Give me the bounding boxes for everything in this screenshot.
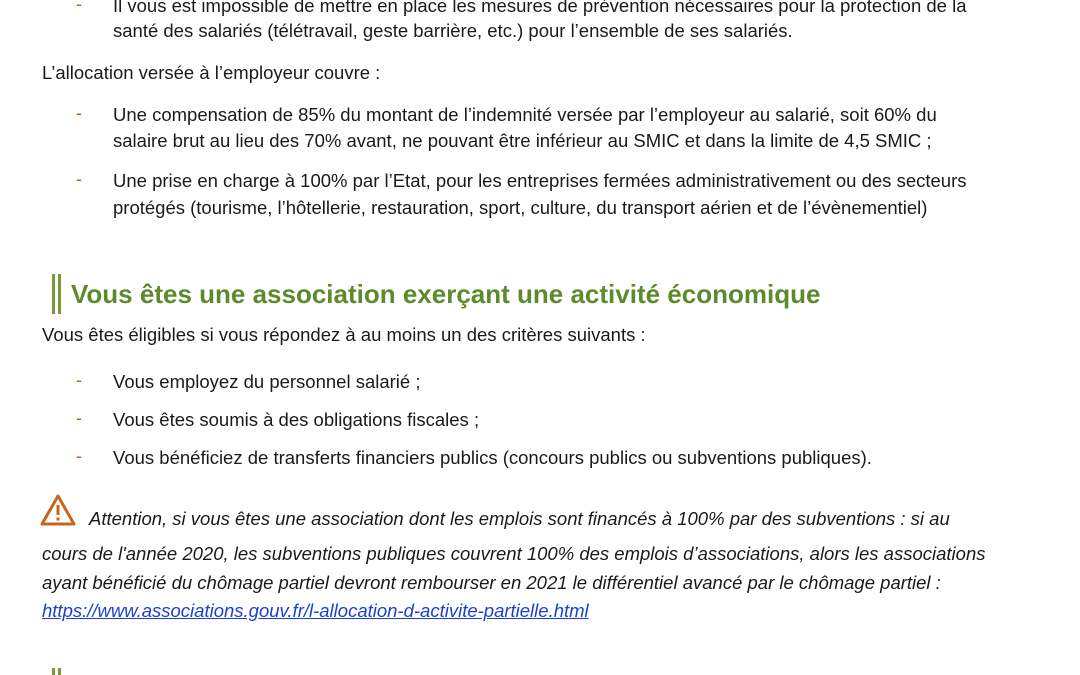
allocation-item-1-line-2: salaire brut au lieu des 70% avant, ne pouvant être inférieur au SMIC et dans la limite de 4,5 SMIC ; xyxy=(113,130,932,151)
allocation-item-1-line-1: Une compensation de 85% du montant de l’indemnité versée par l’employeur au salarié, soit 60% du xyxy=(113,104,937,125)
bullet-dash: - xyxy=(76,408,82,428)
bullet-dash: - xyxy=(76,103,82,123)
next-heading-bar-decoration xyxy=(52,668,61,675)
warning-triangle-icon xyxy=(40,494,76,526)
criterion-2: Vous êtes soumis à des obligations fiscales ; xyxy=(113,409,480,430)
bullet-dash: - xyxy=(76,0,82,14)
section-heading-text: Vous êtes une association exerçant une activité économique xyxy=(71,278,821,309)
criterion-3: Vous bénéficiez de transferts financiers publics (concours publics ou subventions publiques). xyxy=(113,447,872,468)
allocation-intro: L’allocation versée à l’employeur couvre : xyxy=(42,62,381,83)
top-item-line-2: santé des salariés (télétravail, geste barrière, etc.) pour l’ensemble de ses salariés. xyxy=(113,20,793,41)
associations-gouv-link[interactable]: https://www.associations.gouv.fr/l-allocation-d-activite-partielle.html xyxy=(42,600,589,621)
section-heading xyxy=(52,274,820,314)
criterion-1: Vous employez du personnel salarié ; xyxy=(113,371,421,392)
allocation-item-2-line-2: protégés (tourisme, l’hôtellerie, restauration, sport, culture, du transport aérien et de l’évènementiel) xyxy=(113,197,928,218)
top-item-line-1: Il vous est impossible de mettre en place les mesures de prévention nécessaires pour la protection de la xyxy=(113,0,967,16)
warning-line-2: cours de l'année 2020, les subventions publiques couvrent 100% des emplois d’associations, alors les associations xyxy=(42,543,986,564)
bullet-dash: - xyxy=(76,370,82,390)
eligibility-intro: Vous êtes éligibles si vous répondez à au moins un des critères suivants : xyxy=(42,324,646,345)
warning-line-3: ayant bénéficié du chômage partiel devront rembourser en 2021 le différentiel avancé par le chômage partiel : xyxy=(42,572,941,593)
bullet-dash: - xyxy=(76,446,82,466)
bullet-dash: - xyxy=(76,169,82,189)
warning-line-1: Attention, si vous êtes une association dont les emplois sont financés à 100% par des subventions : si au xyxy=(89,508,950,529)
allocation-item-2-line-1: Une prise en charge à 100% par l’Etat, pour les entreprises fermées administrativement ou des secteurs xyxy=(113,170,967,191)
heading-bar-decoration xyxy=(52,274,61,314)
